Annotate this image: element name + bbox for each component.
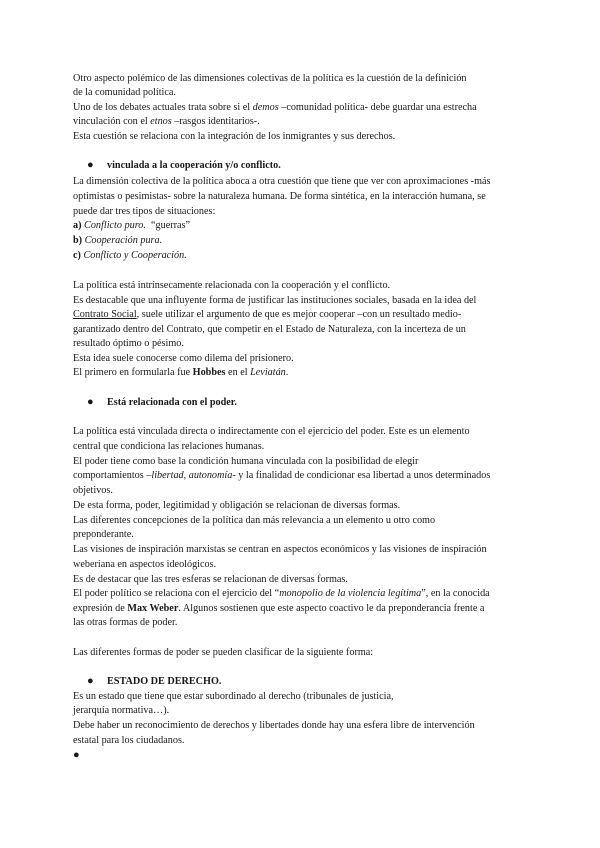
paragraph-line: optimistas o pesimistas- sobre la naturaleza humana. De forma sintética, en la interacción humana, se bbox=[73, 191, 486, 202]
paragraph-line: resultado óptimo o pésimo. bbox=[73, 338, 184, 349]
paragraph-line: weberiana en aspectos ideológicos. bbox=[73, 559, 217, 570]
paragraph-line: Es destacable que una influyente forma de justificar las instituciones sociales, basada en la idea del bbox=[73, 295, 477, 306]
bullet-icon: ● bbox=[73, 749, 80, 761]
quote-text: monopolio de la violencia legítima bbox=[279, 588, 422, 599]
text-span: –comunidad política- debe guardar una estrecha bbox=[278, 102, 477, 113]
paragraph-line: preponderante. bbox=[73, 529, 134, 540]
text-span: , suele utilizar el argumento de que es mejor cooperar –con un resultado medio- bbox=[136, 309, 462, 320]
text-span: . bbox=[285, 367, 289, 378]
term-etnos: etnos bbox=[150, 116, 172, 127]
paragraph-line: Esta idea suele conocerse como dilema del prisionero. bbox=[73, 353, 294, 364]
text-span: vinculación con el bbox=[73, 116, 151, 127]
paragraph-line: La política está vinculada directa o indirectamente con el ejercicio del poder. Este es un elemento bbox=[73, 426, 470, 437]
paragraph-line: garantizado dentro del Contrato, que competir en el Estado de Naturaleza, con la incerteza de un bbox=[73, 324, 466, 335]
list-label: c) bbox=[73, 250, 81, 261]
paragraph-line: estatal para los ciudadanos. bbox=[73, 735, 185, 746]
paragraph-line bbox=[73, 115, 260, 128]
term-demos: demos bbox=[252, 102, 279, 113]
paragraph-line: Esta cuestión se relaciona con la integración de los inmigrantes y sus derechos. bbox=[73, 131, 396, 142]
book-title: Leviatán bbox=[250, 367, 286, 378]
text-span: . Algunos sostienen que este aspecto coactivo le da preponderancia frente a bbox=[178, 603, 485, 614]
paragraph-line: De esta forma, poder, legitimidad y obligación se relacionan de diversas formas. bbox=[73, 500, 401, 511]
text-span: Uno de los debates actuales trata sobre si el bbox=[73, 102, 253, 113]
text-span: comportamientos – bbox=[73, 470, 152, 481]
paragraph-line bbox=[73, 101, 477, 114]
text-span: –rasgos identitarios-. bbox=[171, 116, 260, 127]
paragraph-line: Debe haber un reconocimiento de derechos y libertades donde hay una esfera libre de intervención bbox=[73, 720, 475, 731]
heading-text: vinculada a la cooperación y/o conflicto. bbox=[107, 160, 281, 171]
bullet-heading bbox=[87, 159, 281, 172]
paragraph-line: central que condiciona las relaciones humanas. bbox=[73, 441, 265, 452]
list-label: a) bbox=[73, 220, 82, 231]
list-text: Conflicto puro. bbox=[84, 220, 146, 231]
paragraph-line: La dimensión colectiva de la política aboca a otra cuestión que tiene que ver con aproximaciones -más bbox=[73, 176, 491, 187]
text-span: expresión de bbox=[73, 603, 128, 614]
bullet-heading bbox=[87, 675, 221, 688]
paragraph-line bbox=[73, 469, 490, 482]
heading-text: ESTADO DE DERECHO. bbox=[107, 676, 222, 687]
paragraph-line: Las diferentes formas de poder se pueden clasificar de la siguiente forma: bbox=[73, 647, 374, 658]
text-span: - y la finalidad de condicionar esa libertad a unos determinados bbox=[232, 470, 491, 481]
paragraph-line: puede dar tres tipos de situaciones: bbox=[73, 206, 216, 217]
paragraph-line: las otras formas de poder. bbox=[73, 617, 178, 628]
text-span: El poder político se relaciona con el ejercicio del “ bbox=[73, 588, 280, 599]
list-text: Cooperación pura. bbox=[84, 235, 163, 246]
emphasis-text: libertad, autonomía bbox=[151, 470, 233, 481]
heading-text: Está relacionada con el poder. bbox=[107, 397, 237, 408]
bullet-empty bbox=[73, 749, 93, 762]
paragraph-line bbox=[73, 587, 490, 600]
bullet-icon: ● bbox=[87, 675, 94, 687]
paragraph-line: de la comunidad política. bbox=[73, 87, 176, 98]
list-text: Conflicto y Cooperación. bbox=[83, 250, 187, 261]
list-item-a bbox=[73, 219, 190, 232]
text-span: ”, en la conocida bbox=[421, 588, 490, 599]
paragraph-line: objetivos. bbox=[73, 485, 113, 496]
bullet-icon: ● bbox=[87, 396, 94, 408]
paragraph-line: Otro aspecto polémico de las dimensiones colectivas de la política es la cuestión de la definición bbox=[73, 73, 467, 84]
paragraph-line: jerarquía normativa…). bbox=[73, 705, 170, 716]
paragraph-line bbox=[73, 366, 288, 379]
list-label: b) bbox=[73, 235, 83, 246]
author-name: Hobbes bbox=[192, 367, 226, 378]
list-note: “guerras” bbox=[151, 220, 191, 231]
list-item-c bbox=[73, 249, 187, 262]
paragraph-line: Es un estado que tiene que estar subordinado al derecho (tribunales de justicia, bbox=[73, 691, 394, 702]
list-item-b bbox=[73, 234, 162, 247]
bullet-heading bbox=[87, 396, 237, 409]
paragraph-line: Las diferentes concepciones de la política dan más relevancia a un elemento u otro como bbox=[73, 515, 436, 526]
text-span: El primero en formularla fue bbox=[73, 367, 193, 378]
paragraph-line: El poder tiene como base la condición humana vinculada con la posibilidad de elegir bbox=[73, 456, 419, 467]
bullet-icon: ● bbox=[87, 159, 94, 171]
text-span: en el bbox=[225, 367, 251, 378]
paragraph-line: Es de destacar que las tres esferas se relacionan de diversas formas. bbox=[73, 574, 348, 585]
contrato-social-link[interactable]: Contrato Social bbox=[73, 309, 137, 320]
paragraph-line bbox=[73, 308, 461, 321]
author-name: Max Weber bbox=[127, 603, 179, 614]
paragraph-line: La política está intrínsecamente relacionada con la cooperación y el conflicto. bbox=[73, 280, 391, 291]
paragraph-line bbox=[73, 602, 484, 615]
paragraph-line: Las visiones de inspiración marxistas se centran en aspectos económicos y las visiones de inspiración bbox=[73, 544, 487, 555]
